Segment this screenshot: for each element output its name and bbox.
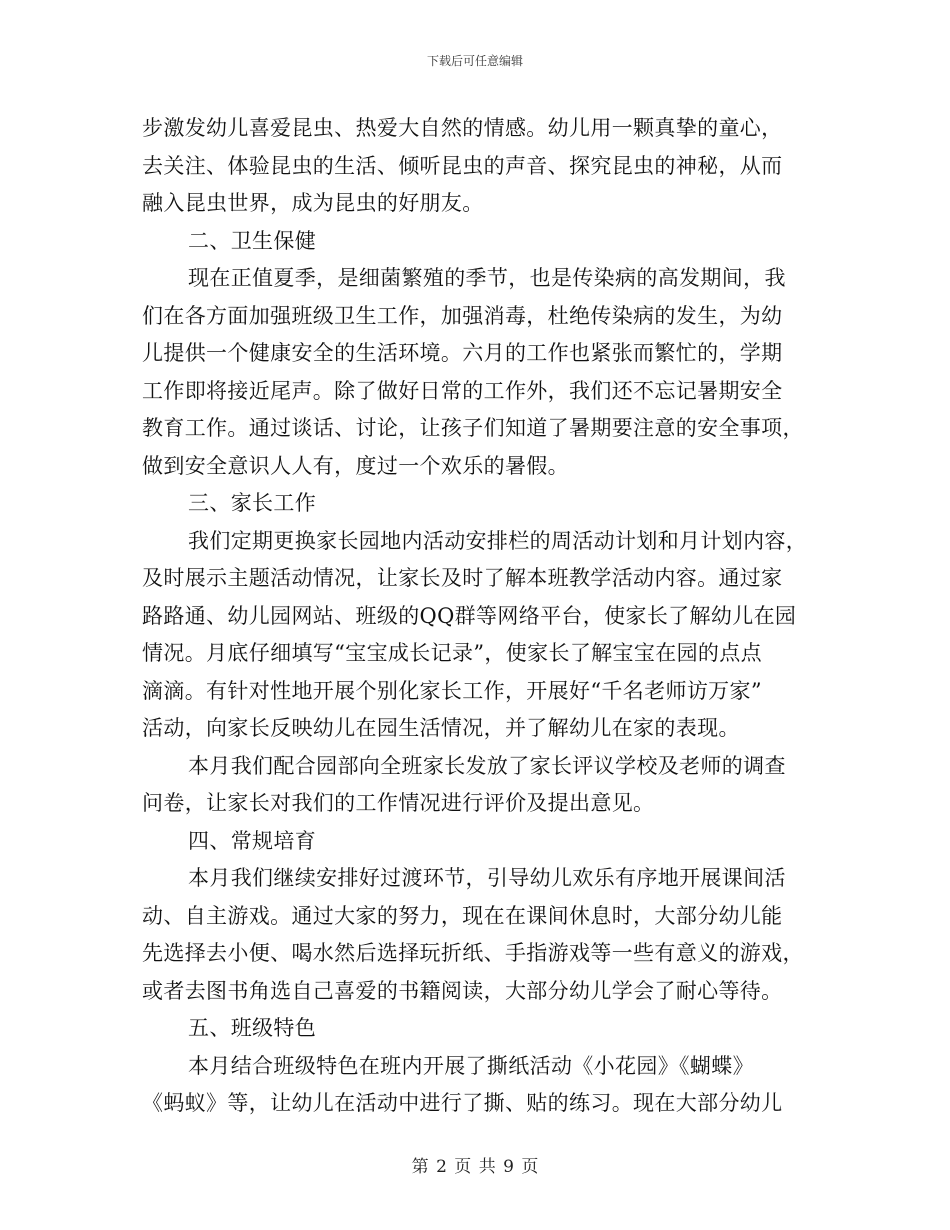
text-line: 动、自主游戏。通过大家的努力，现在在课间休息时，大部分幼儿能 xyxy=(142,903,783,928)
text-line: 问卷，让家长对我们的工作情况进行评价及提出意见。 xyxy=(142,791,655,815)
text-line: 三、家长工作 xyxy=(188,491,317,515)
text-line: 本月我们配合园部向全班家长发放了家长评议学校及老师的调查 xyxy=(188,753,786,778)
document-body xyxy=(142,110,814,1123)
text-line: 或者去图书角选自己喜爱的书籍阅读，大部分幼儿学会了耐心等待。 xyxy=(142,978,783,1003)
text-line: 路路通、幼儿园网站、班级的QQ群等网络平台，使家长了解幼儿在园 xyxy=(142,603,797,628)
text-line: 本月结合班级特色在班内开展了撕纸活动《小花园》《蝴蝶》 xyxy=(188,1053,754,1078)
text-line: 及时展示主题活动情况，让家长及时了解本班教学活动内容。通过家 xyxy=(142,566,783,590)
text-line: 滴滴。有针对性地开展个别化家长工作，开展好“千名老师访万家” xyxy=(142,678,762,703)
page-number: 第 2 页 共 9 页 xyxy=(411,1157,539,1177)
text-line: 我们定期更换家长园地内活动安排栏的周活动计划和月计划内容， xyxy=(188,528,808,553)
text-line: 做到安全意识人人有，度过一个欢乐的暑假。 xyxy=(142,453,569,478)
text-line: 情况。月底仔细填写“宝宝成长记录”，使家长了解宝宝在园的点点 xyxy=(142,641,762,665)
text-line: 先选择去小便、喝水然后选择玩折纸、手指游戏等一些有意义的游戏， xyxy=(142,941,804,965)
text-line: 去关注、体验昆虫的生活、倾听昆虫的声音、探究昆虫的神秘，从而 xyxy=(142,153,783,178)
text-line: 四、常规培育 xyxy=(188,828,317,853)
header-note: 下载后可任意编辑 xyxy=(426,54,523,68)
text-line: 们在各方面加强班级卫生工作，加强消毒，杜绝传染病的发生，为幼 xyxy=(142,303,783,328)
text-line: 工作即将接近尾声。除了做好日常的工作外，我们还不忘记暑期安全 xyxy=(142,378,783,403)
text-line: 二、卫生保健 xyxy=(188,228,317,253)
text-line: 《蚂蚁》等，让幼儿在活动中进行了撕、贴的练习。现在大部分幼儿 xyxy=(142,1091,783,1115)
text-line: 五、班级特色 xyxy=(188,1016,317,1040)
text-line: 本月我们继续安排好过渡环节，引导幼儿欢乐有序地开展课间活 xyxy=(188,866,786,890)
text-line: 儿提供一个健康安全的生活环境。六月的工作也紧张而繁忙的，学期 xyxy=(142,341,783,365)
text-line: 活动，向家长反映幼儿在园生活情况，并了解幼儿在家的表现。 xyxy=(142,716,740,740)
text-line: 融入昆虫世界，成为昆虫的好朋友。 xyxy=(142,191,484,215)
text-line: 教育工作。通过谈话、讨论，让孩子们知道了暑期要注意的安全事项， xyxy=(142,416,804,440)
text-line: 现在正值夏季，是细菌繁殖的季节，也是传染病的高发期间，我 xyxy=(188,266,786,290)
text-line: 步激发幼儿喜爱昆虫、热爱大自然的情感。幼儿用一颗真挚的童心， xyxy=(142,116,783,140)
